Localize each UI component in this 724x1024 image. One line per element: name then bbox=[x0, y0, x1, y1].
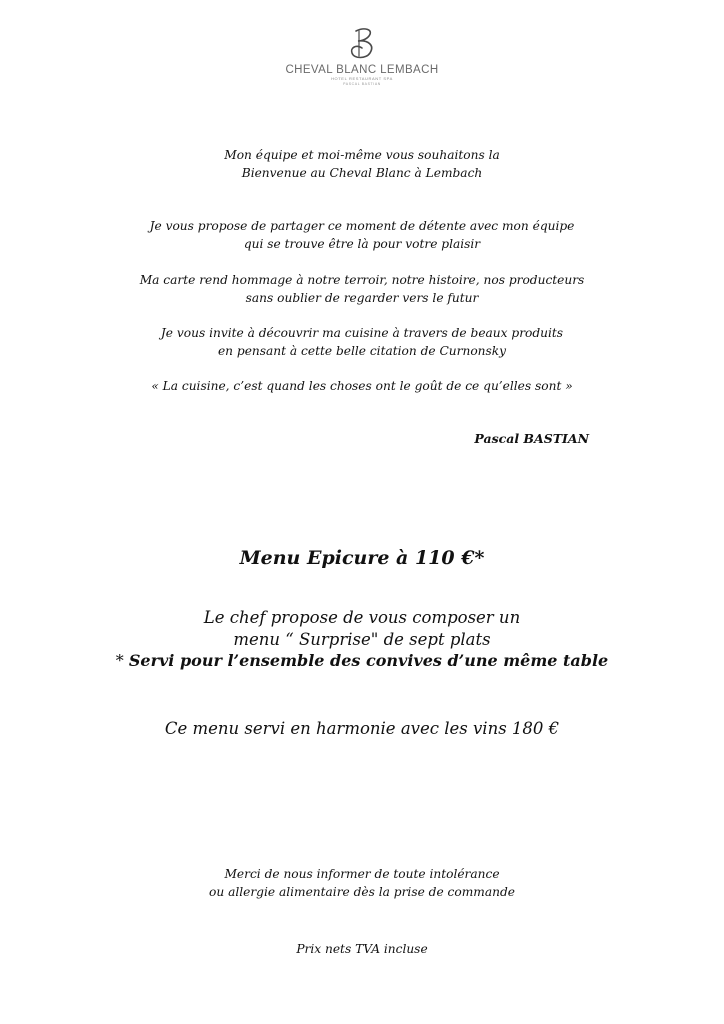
note-asterisk: * bbox=[115, 651, 129, 670]
invite-paragraph bbox=[0, 324, 724, 360]
allergy-notice bbox=[0, 865, 724, 901]
share-paragraph bbox=[0, 217, 724, 253]
menu-desc-line-2: menu “ Surprise" de sept plats bbox=[233, 630, 491, 649]
wine-pairing-note: Ce menu servi en harmonie avec les vins 180 € bbox=[164, 719, 560, 738]
logo-chef: PASCAL BASTIAN bbox=[343, 82, 381, 86]
share-line-2: qui se trouve être là pour votre plaisir bbox=[243, 237, 481, 251]
prices-note: Prix nets TVA incluse bbox=[296, 942, 428, 956]
share-line-1: Je vous propose de partager ce moment de détente avec mon équipe bbox=[149, 219, 575, 233]
restaurant-logo bbox=[0, 26, 724, 87]
carte-line-1: Ma carte rend hommage à notre terroir, notre histoire, nos producteurs bbox=[139, 273, 585, 287]
logo-name: CHEVAL BLANC LEMBACH bbox=[285, 64, 439, 76]
menu-desc-line-1: Le chef propose de vous composer un bbox=[203, 608, 521, 627]
menu-title: Menu Epicure à 110 €* bbox=[239, 547, 485, 569]
welcome-line-2: Bienvenue au Cheval Blanc à Lembach bbox=[241, 166, 483, 180]
quote-text: « La cuisine, c’est quand les choses ont le goût de ce qu’elles sont » bbox=[151, 379, 573, 393]
curnonsky-quote bbox=[0, 377, 724, 395]
cheval-blanc-b-monogram-icon bbox=[342, 26, 382, 62]
menu-table-note bbox=[0, 651, 724, 670]
welcome-line-1: Mon équipe et moi-même vous souhaitons la bbox=[224, 148, 500, 162]
logo-subtitle: HOTEL RESTAURANT SPA bbox=[331, 76, 393, 81]
invite-line-2: en pensant à cette belle citation de Curnonsky bbox=[217, 344, 507, 358]
allergy-line-1: Merci de nous informer de toute intolérance bbox=[224, 867, 500, 881]
allergy-line-2: ou allergie alimentaire dès la prise de commande bbox=[209, 885, 515, 899]
note-text: Servi pour l’ensemble des convives d’une même table bbox=[128, 651, 609, 670]
carte-paragraph bbox=[0, 271, 724, 307]
invite-line-1: Je vous invite à découvrir ma cuisine à travers de beaux produits bbox=[160, 326, 564, 340]
menu-description bbox=[0, 607, 724, 651]
chef-signature: Pascal BASTIAN bbox=[474, 431, 589, 446]
welcome-paragraph bbox=[0, 146, 724, 182]
carte-line-2: sans oublier de regarder vers le futur bbox=[245, 291, 479, 305]
